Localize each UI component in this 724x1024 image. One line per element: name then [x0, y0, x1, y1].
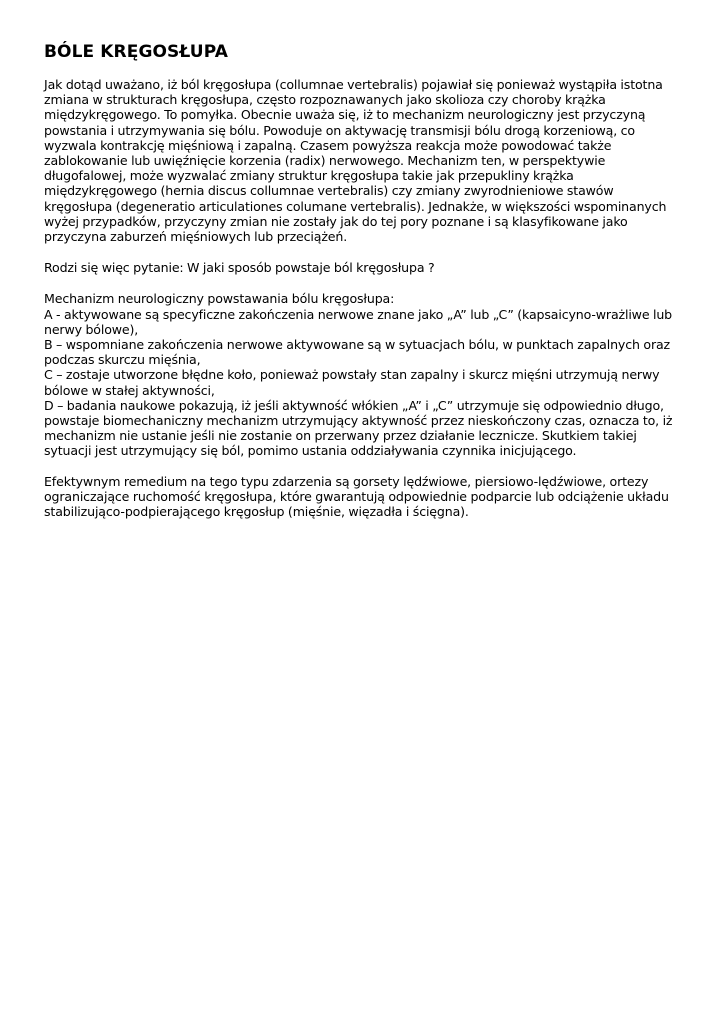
remedy-paragraph: Efektywnym remedium na tego typu zdarzenia są gorsety lędźwiowe, piersiowo-lędźwiowe, ortezy ograniczające ruchomość kręgosłupa, które gwarantują odpowiednie podparcie lub odciążenie układu stabilizująco-podpierającego kręgosłup (mięśnie, więzadła i ścięgna). — [44, 473, 669, 520]
mechanism-heading: Mechanizm neurologiczny powstawania bólu kręgosłupa: — [44, 291, 395, 307]
question-paragraph: Rodzi się więc pytanie: W jaki sposób powstaje ból kręgosłupa ? — [44, 260, 435, 276]
mechanism-item-c: C – zostaje utworzone błędne koło, ponieważ powstały stan zapalny i skurcz mięśni utrzymują nerwy bólowe w stałej aktywności, — [44, 367, 660, 398]
document-page — [44, 42, 684, 535]
intro-paragraph: Jak dotąd uważano, iż ból kręgosłupa (collumnae vertebralis) pojawiał się ponieważ wystąpiła istotna zmiana w strukturach kręgosłupa, często rozpoznawanych jako skolioza czy choroby krążka międzykręgowego. To pomyłka. Obecnie uważa się, iż to mechanizm neurologiczny jest przyczyną powstania i utrzymywania się bólu. Powoduje on aktywację transmisji bólu drogą korzeniową, co wyzwala kontrakcję mięśniową i zapalną. Czasem powyższa reakcja może powodować także zablokowanie lub uwięźnięcie korzenia (radix) nerwowego. Mechanizm ten, w perspektywie długofalowej, może wyzwalać zmiany struktur kręgosłupa takie jak przepukliny krążka międzykręgowego (hernia discus collumnae vertebralis) czy zmiany zwyrodnieniowe stawów kręgosłupa (degeneratio articulationes columane vertebralis). Jednakże, w większości wspominanych wyżej przypadków, przyczyny zmian nie zostały jak do tej pory poznane i są klasyfikowane jako przyczyna zaburzeń mięśniowych lub przeciążeń. — [44, 77, 667, 245]
document-title: BÓLE KRĘGOSŁUPA — [44, 42, 228, 62]
mechanism-item-b: B – wspomniane zakończenia nerwowe aktywowane są w sytuacjach bólu, w punktach zapalnych oraz podczas skurczu mięśnia, — [44, 337, 670, 368]
mechanism-section — [44, 291, 684, 458]
mechanism-item-a: A - aktywowane są specyficzne zakończenia nerwowe znane jako „A” lub „C” (kapsaicyno-wrażliwe lub nerwy bólowe), — [44, 306, 673, 337]
mechanism-item-d: D – badania naukowe pokazują, iż jeśli aktywność włókien „A” i „C” utrzymuje się odpowiednio długo, powstaje biomechaniczny mechanizm utrzymujący aktywność przez nieskończony czas, oznacza to, iż mechanizm nie ustanie jeśli nie zostanie on przerwany przez działanie lecznicze. Skutkiem takiej sytuacji jest utrzymujący się ból, pomimo ustania oddziaływania czynnika inicjującego. — [44, 397, 673, 459]
